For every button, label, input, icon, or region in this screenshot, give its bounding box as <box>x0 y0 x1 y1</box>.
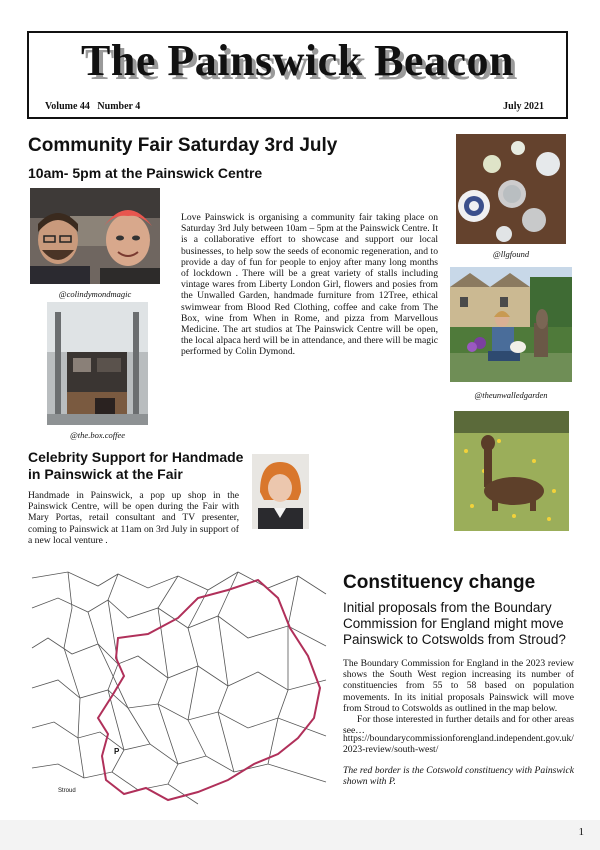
alpaca-photo <box>454 411 569 531</box>
mary-portas-photo <box>252 454 309 529</box>
fair-article-body: Love Painswick is organising a community fair taking place on Saturday 3rd July between 10am – 5pm at the Painswick Centre. It is a collaborative effort to showcase and support our local businesses, to help sow the seeds of economic regeneration, and to provide a day of fun for people to enjoy after many long months of lockdown . There will be a great variety of stalls including vintage wares from Liberty London Girl, flowers and posies from the Unwalled Garden, handmade furniture from 12Tree, ethical swimwear from Blood Red Clothing, coffee and cake from The Box, wine from When in Rome, and pizza from Marvellous Medicine. The art studios at The Painswick Centre will be open, the local alpaca herd will be in attendance, and there will be magic performed by Colin Dymond. <box>181 212 438 358</box>
magic-selfie-photo <box>30 188 160 284</box>
caption-coffee: @the.box.coffee <box>69 430 126 440</box>
map-note: The red border is the Cotswold constituency with Painswick shown with P. <box>343 765 574 788</box>
constituency-article-body: The Boundary Commission for England in the 2023 review shows the South West region increasing its number of constituencies from 55 to 58 based on population movements. In its initial proposals Painswick will move from Stroud to Cotswolds as outlined in the map below. <box>343 658 574 714</box>
caption-garden: @theunwalledgarden <box>474 390 548 400</box>
constituency-headline: Constituency change <box>343 572 536 593</box>
boundary-commission-link[interactable]: https://boundarycommissionforengland.independent.gov.uk/2023-review/south-west/ <box>343 733 574 756</box>
celebrity-article-body: Handmade in Painswick, a pop up shop in the Painswick Centre, will be open during the Fair with Mary Portas, retail consultant and TV presenter, coming to Painswick at 11am on 3rd July in support of a new local venture . <box>28 490 239 546</box>
footer-bar <box>0 820 600 850</box>
page-number: 1 <box>578 826 584 838</box>
fair-headline: Community Fair Saturday 3rd July <box>28 135 338 156</box>
newsletter-title: The Painswick Beacon <box>81 36 514 85</box>
coffee-box-photo <box>47 302 148 425</box>
map-label-stroud: Stroud <box>58 788 76 794</box>
llgfound-photo <box>456 134 566 244</box>
fair-subhead: 10am- 5pm at the Painswick Centre <box>28 165 263 181</box>
constituency-subhead: Initial proposals from the Boundary Commission for England might move Painswick to Cotswolds from Stroud? <box>343 600 566 647</box>
celebrity-headline-line2: in Painswick at the Fair <box>28 466 183 482</box>
celebrity-headline <box>28 449 243 483</box>
unwalled-garden-photo <box>450 267 572 382</box>
volume-number: Volume 44 Number 4 <box>45 101 141 112</box>
caption-llg: @llgfound <box>492 249 530 259</box>
constituency-map <box>28 568 329 809</box>
constituency-details-text: For those interested in further details and for other areas see… <box>343 714 574 737</box>
map-label-painswick: P <box>114 747 120 756</box>
caption-magic: @colindymondmagic <box>58 289 132 299</box>
masthead <box>27 31 568 119</box>
issue-date: July 2021 <box>503 101 544 112</box>
celebrity-headline-line1: Celebrity Support for Handmade <box>28 449 244 465</box>
